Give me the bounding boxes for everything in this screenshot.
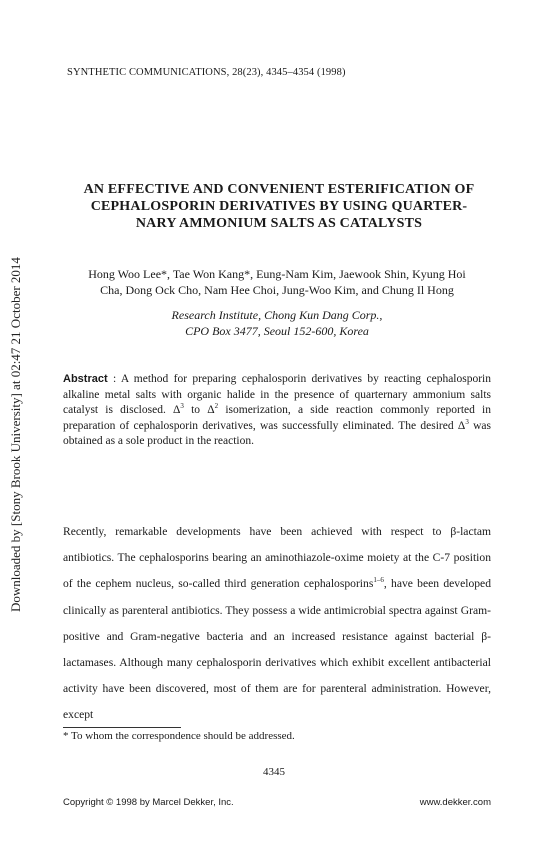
affiliation-line: CPO Box 3477, Seoul 152-600, Korea [185,324,369,338]
title-line: AN EFFECTIVE AND CONVENIENT ESTERIFICATION OF [83,182,475,197]
footnote-divider [63,727,181,728]
superscript: 2 [214,402,219,411]
affiliation [62,307,492,339]
superscript: 3 [180,402,184,411]
affiliation-line: Research Institute, Chong Kun Dang Corp., [171,308,383,322]
title-line: NARY AMMONIUM SALTS AS CATALYSTS [135,216,423,231]
author-list [62,266,492,298]
author-line: Cha, Dong Ock Cho, Nam Hee Choi, Jung-Woo Kim, and Chung Il Hong [100,283,454,297]
abstract-text: : A method for preparing cephalosporin derivatives by reacting cephalosporin alkaline metal salts with organic halide in the presence of quarternary ammonium salts catalyst is disclosed. Δ [63,373,491,416]
abstract-text: isomerization, a side reaction commonly reported in preparation of cephalosporin derivatives, was successfully eliminated. The desired Δ [63,404,492,432]
reference-superscript: 1–6 [373,576,384,585]
superscript: 3 [465,417,469,426]
page-number: 4345 [263,766,285,778]
abstract-label: Abstract [63,373,108,385]
publisher-website: www.dekker.com [419,797,491,808]
abstract [63,372,491,450]
abstract-text: was obtained as a sole product in the reaction. [63,419,492,447]
footnote: * To whom the correspondence should be addressed. [63,730,295,742]
title-line: CEPHALOSPORIN DERIVATIVES BY USING QUARTER- [90,199,468,214]
article-title [62,181,496,232]
body-text: Recently, remarkable developments have been achieved with respect to β-lactam antibiotics. The cephalosporins bearing an aminothiazole-oxime moiety at the C-7 position of the cephem nucleus, so-called third generation cephalosporins [63,525,491,591]
body-text: , have been developed clinically as parenteral antibiotics. They possess a wide antimicrobial spectra against Gram-positive and Gram-negative bacteria and an increased resistance against bacterial β-lactamases. Although many cephalosporin derivatives which exhibit excellent antibacterial activity have been discovered, most of them are for parenteral administration. However, except [63,577,491,722]
journal-header: SYNTHETIC COMMUNICATIONS, 28(23), 4345–4354 (1998) [67,67,346,78]
author-line: Hong Woo Lee*, Tae Won Kang*, Eung-Nam Kim, Jaewook Shin, Kyung Hoi [88,267,466,281]
abstract-text: to Δ [183,404,215,416]
body-paragraph [63,519,491,729]
copyright-notice: Copyright © 1998 by Marcel Dekker, Inc. [63,797,234,808]
download-watermark: Downloaded by [Stony Brook University] at 02:47 21 October 2014 [8,257,23,613]
